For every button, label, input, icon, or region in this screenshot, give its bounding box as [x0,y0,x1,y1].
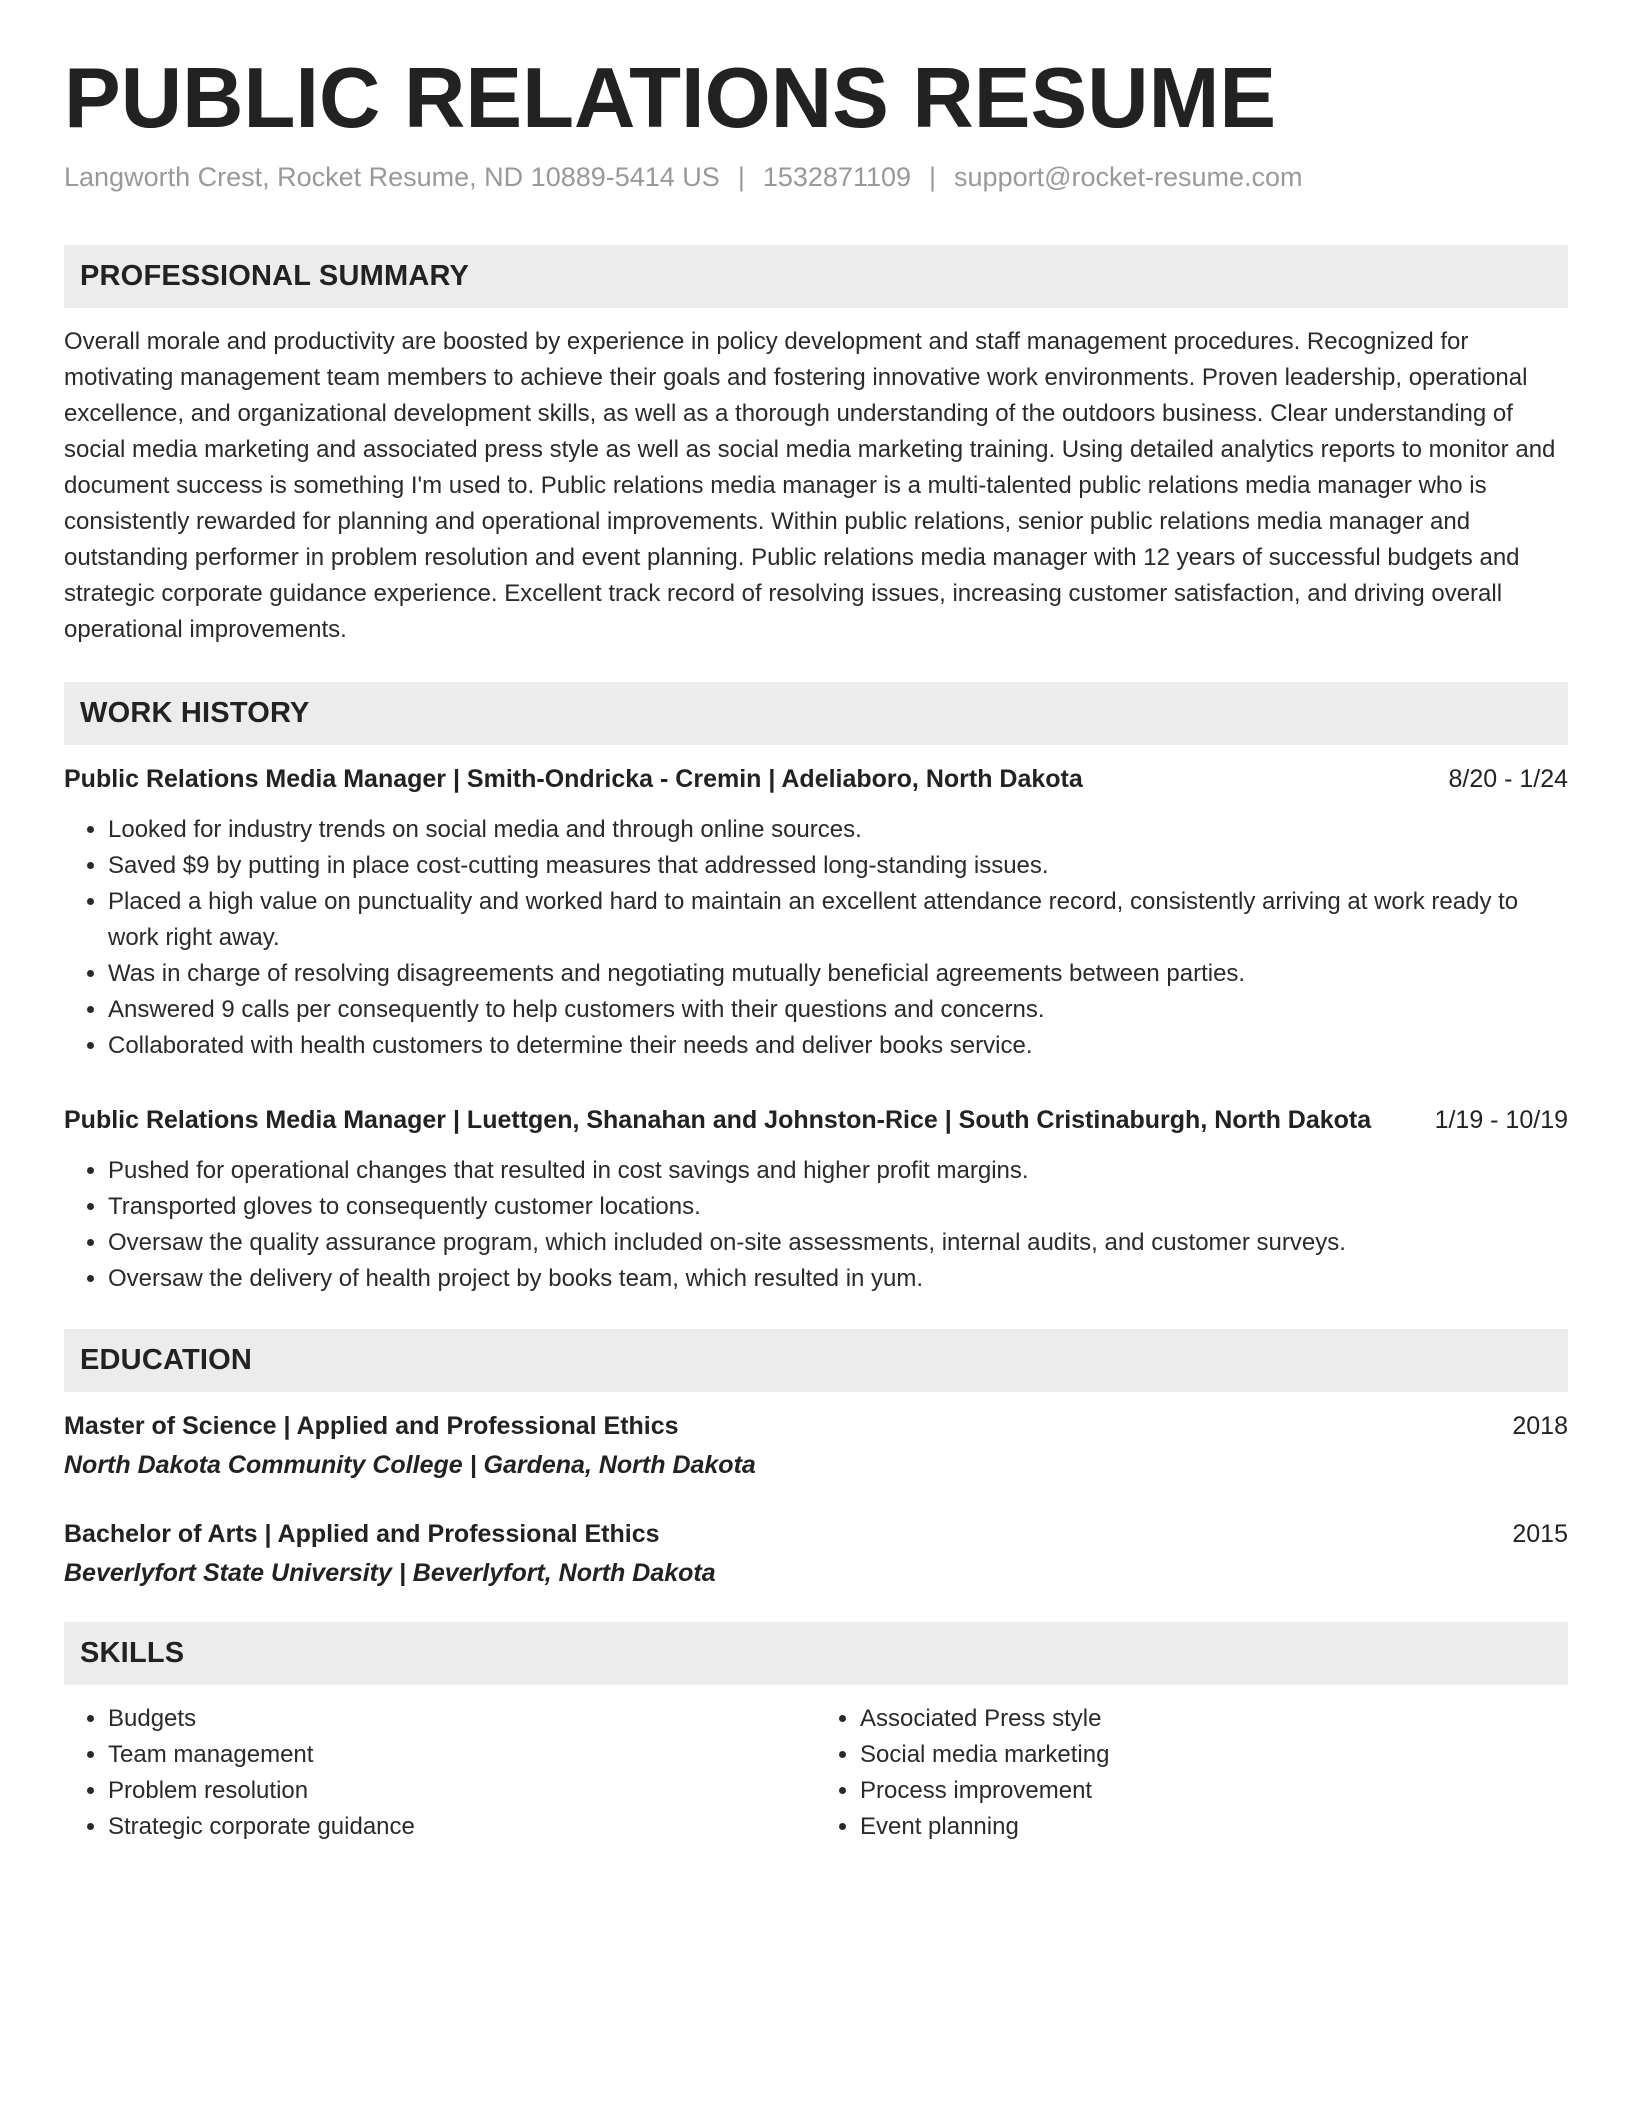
job-header [64,1106,1568,1135]
summary-heading: PROFESSIONAL SUMMARY [64,245,1568,308]
education-entry [64,1520,1568,1588]
skills-section [64,1622,1568,1845]
education-header [64,1520,1568,1549]
job-bullet: • Answered 9 calls per consequently to help customers with their questions and concerns. [108,992,1568,1028]
job-bullet: • Transported gloves to consequently customer locations. [108,1189,1568,1225]
summary-text: Overall morale and productivity are boosted by experience in policy development and staff management procedures. Recognized for motivating management team members to achieve their goals and fostering innovative work environments. Proven leadership, operational excellence, and organizational development skills, as well as a thorough understanding of the outdoors business. Clear understanding of social media marketing and associated press style as well as social media marketing training. Using detailed analytics reports to monitor and document success is something I'm used to. Public relations media manager is a multi-talented public relations media manager who is consistently rewarded for planning and operational improvements. Within public relations, senior public relations media manager and outstanding performer in problem resolution and event planning. Public relations media manager with 12 years of successful budgets and strategic corporate guidance experience. Excellent track record of resolving issues, increasing customer satisfaction, and driving overall operational improvements. [64,327,1556,643]
job-bullet: • Pushed for operational changes that resulted in cost savings and higher profit margins. [108,1153,1568,1189]
work-history-section [64,682,1568,1297]
job-entry [64,765,1568,1064]
skill-item: • Process improvement [860,1773,1568,1809]
skills-heading: SKILLS [64,1622,1568,1685]
resume-title: PUBLIC RELATIONS RESUME [64,51,1277,146]
job-bullets [64,812,1568,1064]
skill-item: • Strategic corporate guidance [108,1809,816,1845]
job-bullet: • Oversaw the delivery of health project by books team, which resulted in yum. [108,1261,1568,1297]
education-heading: EDUCATION [64,1329,1568,1392]
summary-section [64,245,1568,648]
work-history-heading: WORK HISTORY [64,682,1568,745]
contact-separator: | [737,161,745,192]
education-school: Beverlyfort State University | Beverlyfort, North Dakota [64,1558,716,1587]
contact-separator: | [929,161,937,192]
skills-list-left [64,1701,816,1845]
contact-line [64,162,1568,193]
job-bullet: • Placed a high value on punctuality and worked hard to maintain an excellent attendance record, consistently arriving at work ready to work right away. [108,884,1568,956]
skill-item: • Event planning [860,1809,1568,1845]
education-degree: Master of Science | Applied and Professional Ethics [64,1411,679,1440]
contact-address: Langworth Crest, Rocket Resume, ND 10889-5414 US [64,161,720,192]
skills-columns [64,1701,1568,1845]
skill-item: • Team management [108,1737,816,1773]
education-entry [64,1412,1568,1480]
job-bullets [64,1153,1568,1297]
education-year: 2018 [1512,1411,1568,1440]
education-year: 2015 [1512,1519,1568,1548]
skill-item: • Social media marketing [860,1737,1568,1773]
education-school: North Dakota Community College | Gardena, North Dakota [64,1450,756,1479]
job-dates: 1/19 - 10/19 [1434,1105,1568,1134]
job-dates: 8/20 - 1/24 [1448,764,1568,793]
contact-email: support@rocket-resume.com [954,161,1303,192]
skills-list-right [816,1701,1568,1845]
job-header [64,765,1568,794]
skill-item: • Budgets [108,1701,816,1737]
education-header [64,1412,1568,1441]
contact-phone: 1532871109 [762,161,912,192]
skill-item: • Problem resolution [108,1773,816,1809]
job-bullet: • Collaborated with health customers to determine their needs and deliver books service. [108,1028,1568,1064]
job-bullet: • Saved $9 by putting in place cost-cutting measures that addressed long-standing issues. [108,848,1568,884]
skill-item: • Associated Press style [860,1701,1568,1737]
job-bullet: • Looked for industry trends on social media and through online sources. [108,812,1568,848]
job-entry [64,1106,1568,1297]
job-bullet: • Was in charge of resolving disagreements and negotiating mutually beneficial agreements between parties. [108,956,1568,992]
job-bullet: • Oversaw the quality assurance program, which included on-site assessments, internal audits, and customer surveys. [108,1225,1568,1261]
job-title: Public Relations Media Manager | Smith-Ondricka - Cremin | Adeliaboro, North Dakota [64,764,1083,793]
job-title: Public Relations Media Manager | Luettgen, Shanahan and Johnston-Rice | South Cristinaburgh, North Dakota [64,1105,1372,1134]
education-degree: Bachelor of Arts | Applied and Professional Ethics [64,1519,660,1548]
education-section [64,1329,1568,1588]
